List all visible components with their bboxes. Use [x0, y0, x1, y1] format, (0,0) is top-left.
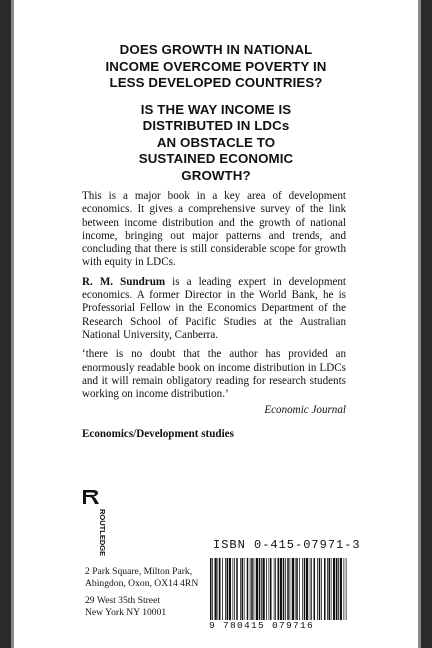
barcode-bar [306, 558, 308, 620]
barcode-bar [254, 558, 255, 620]
barcode-bar [340, 558, 342, 620]
barcode-bar [229, 558, 231, 620]
barcode-bar [263, 558, 265, 620]
barcode-bar [275, 558, 276, 620]
book-description: This is a major book in a key area of development economics. It gives a comprehensive survey of the link between income distribution and the growth of national income, bringing out major patterns and trends, and concluding that there is still considerable scope for growth with equity in LDCs. [82, 190, 346, 269]
barcode-number: 9 780415 079716 [209, 620, 315, 631]
barcode-bar [250, 558, 251, 620]
barcode-bar [269, 558, 270, 620]
address-line: Abingdon, Oxon, OX14 4RN [85, 577, 199, 589]
barcode-bar [314, 558, 316, 620]
address-line: 2 Park Square, Milton Park, [85, 566, 193, 577]
left-edge-border [0, 0, 14, 648]
barcode-bar [336, 558, 338, 620]
headlines [30, 42, 402, 194]
barcode-bar [212, 558, 213, 620]
review-quote: ‘there is no doubt that the author has provided an enormously readable book on income distribution in LDCs and it will remain obligatory reading for research students working on income distribution.’ [82, 348, 346, 401]
barcode-bar [242, 558, 244, 620]
address-uk [85, 566, 198, 589]
routledge-logo [80, 488, 107, 557]
barcode-bar [317, 558, 318, 620]
barcode-bar [256, 558, 258, 620]
barcode-bar [321, 558, 322, 620]
headline-line: DISTRIBUTED IN LDCs [142, 118, 290, 133]
barcode-bar [251, 558, 253, 620]
barcode-bar [274, 558, 275, 620]
barcode-bar [240, 558, 241, 620]
logo-mark [83, 490, 99, 504]
publisher-addresses [85, 566, 198, 624]
barcode-bar [266, 558, 267, 620]
isbn-label: ISBN 0-415-07971-3 [213, 538, 361, 552]
headline-line: DOES GROWTH IN NATIONAL [119, 42, 313, 57]
barcode-bar [338, 558, 339, 620]
barcode-bar [329, 558, 331, 620]
address-line: New York NY 10001 [85, 606, 167, 618]
headline-question-1 [30, 42, 402, 92]
barcode-bar [287, 558, 289, 620]
barcode-bar [210, 558, 212, 620]
barcode-bar [233, 558, 234, 620]
headline-line: GROWTH? [181, 167, 251, 183]
barcode-bar [236, 558, 238, 620]
author-bio [82, 276, 346, 342]
barcode-bar [344, 558, 345, 620]
headline-question-2 [30, 102, 402, 185]
barcode-bar [227, 558, 229, 620]
right-edge-border [418, 0, 432, 648]
barcode-bar [225, 558, 226, 620]
barcode-bar [259, 558, 261, 620]
barcode-bar [310, 558, 311, 620]
headline-line: IS THE WAY INCOME IS [140, 101, 292, 117]
barcode [209, 558, 347, 620]
barcode-bar [218, 558, 219, 620]
barcode-bar [319, 558, 321, 620]
barcode-bar [234, 558, 235, 620]
subject-category: Economics/Development studies [82, 427, 234, 440]
barcode-bar [331, 558, 332, 620]
barcode-bar [290, 558, 291, 620]
barcode-bar [302, 558, 303, 620]
barcode-bar [278, 558, 280, 620]
barcode-bar [299, 558, 300, 620]
author-name: R. M. Sundrum [82, 275, 166, 288]
barcode-bar [292, 558, 294, 620]
barcode-bar [304, 558, 306, 620]
barcode-bar [296, 558, 298, 620]
barcode-bar [219, 558, 221, 620]
barcode-bar [280, 558, 282, 620]
author-bio-text: is a leading expert in development economics. A former Director in the World Bank, he is Professorial Fellow in the Economics Department of the Research School of Pacific Studies at the Australian National University, Canberra. [82, 275, 347, 341]
address-us [85, 595, 198, 618]
barcode-bar [247, 558, 249, 620]
barcode-bar [295, 558, 296, 620]
barcode-bar [270, 558, 272, 620]
barcode-bar [346, 558, 347, 620]
headline-line: AN OBSTACLE TO [156, 134, 276, 150]
logo-wordmark: ROUTLEDGE [98, 509, 107, 557]
barcode-bar [283, 558, 285, 620]
blurb [82, 190, 346, 441]
barcode-bar [311, 558, 312, 620]
barcode-bar [333, 558, 335, 620]
barcode-bar [215, 558, 217, 620]
barcode-bar [261, 558, 262, 620]
barcode-bar [285, 558, 286, 620]
barcode-bar [327, 558, 328, 620]
headline-line: INCOME OVERCOME POVERTY IN [105, 58, 327, 74]
barcode-bar [244, 558, 245, 620]
review-source: Economic Journal [264, 404, 346, 417]
barcode-bar [222, 558, 223, 620]
address-line: 29 West 35th Street [85, 595, 160, 606]
headline-line: SUSTAINED ECONOMIC [138, 151, 294, 166]
headline-line: LESS DEVELOPED COUNTRIES? [109, 75, 323, 90]
barcode-bar [324, 558, 326, 620]
